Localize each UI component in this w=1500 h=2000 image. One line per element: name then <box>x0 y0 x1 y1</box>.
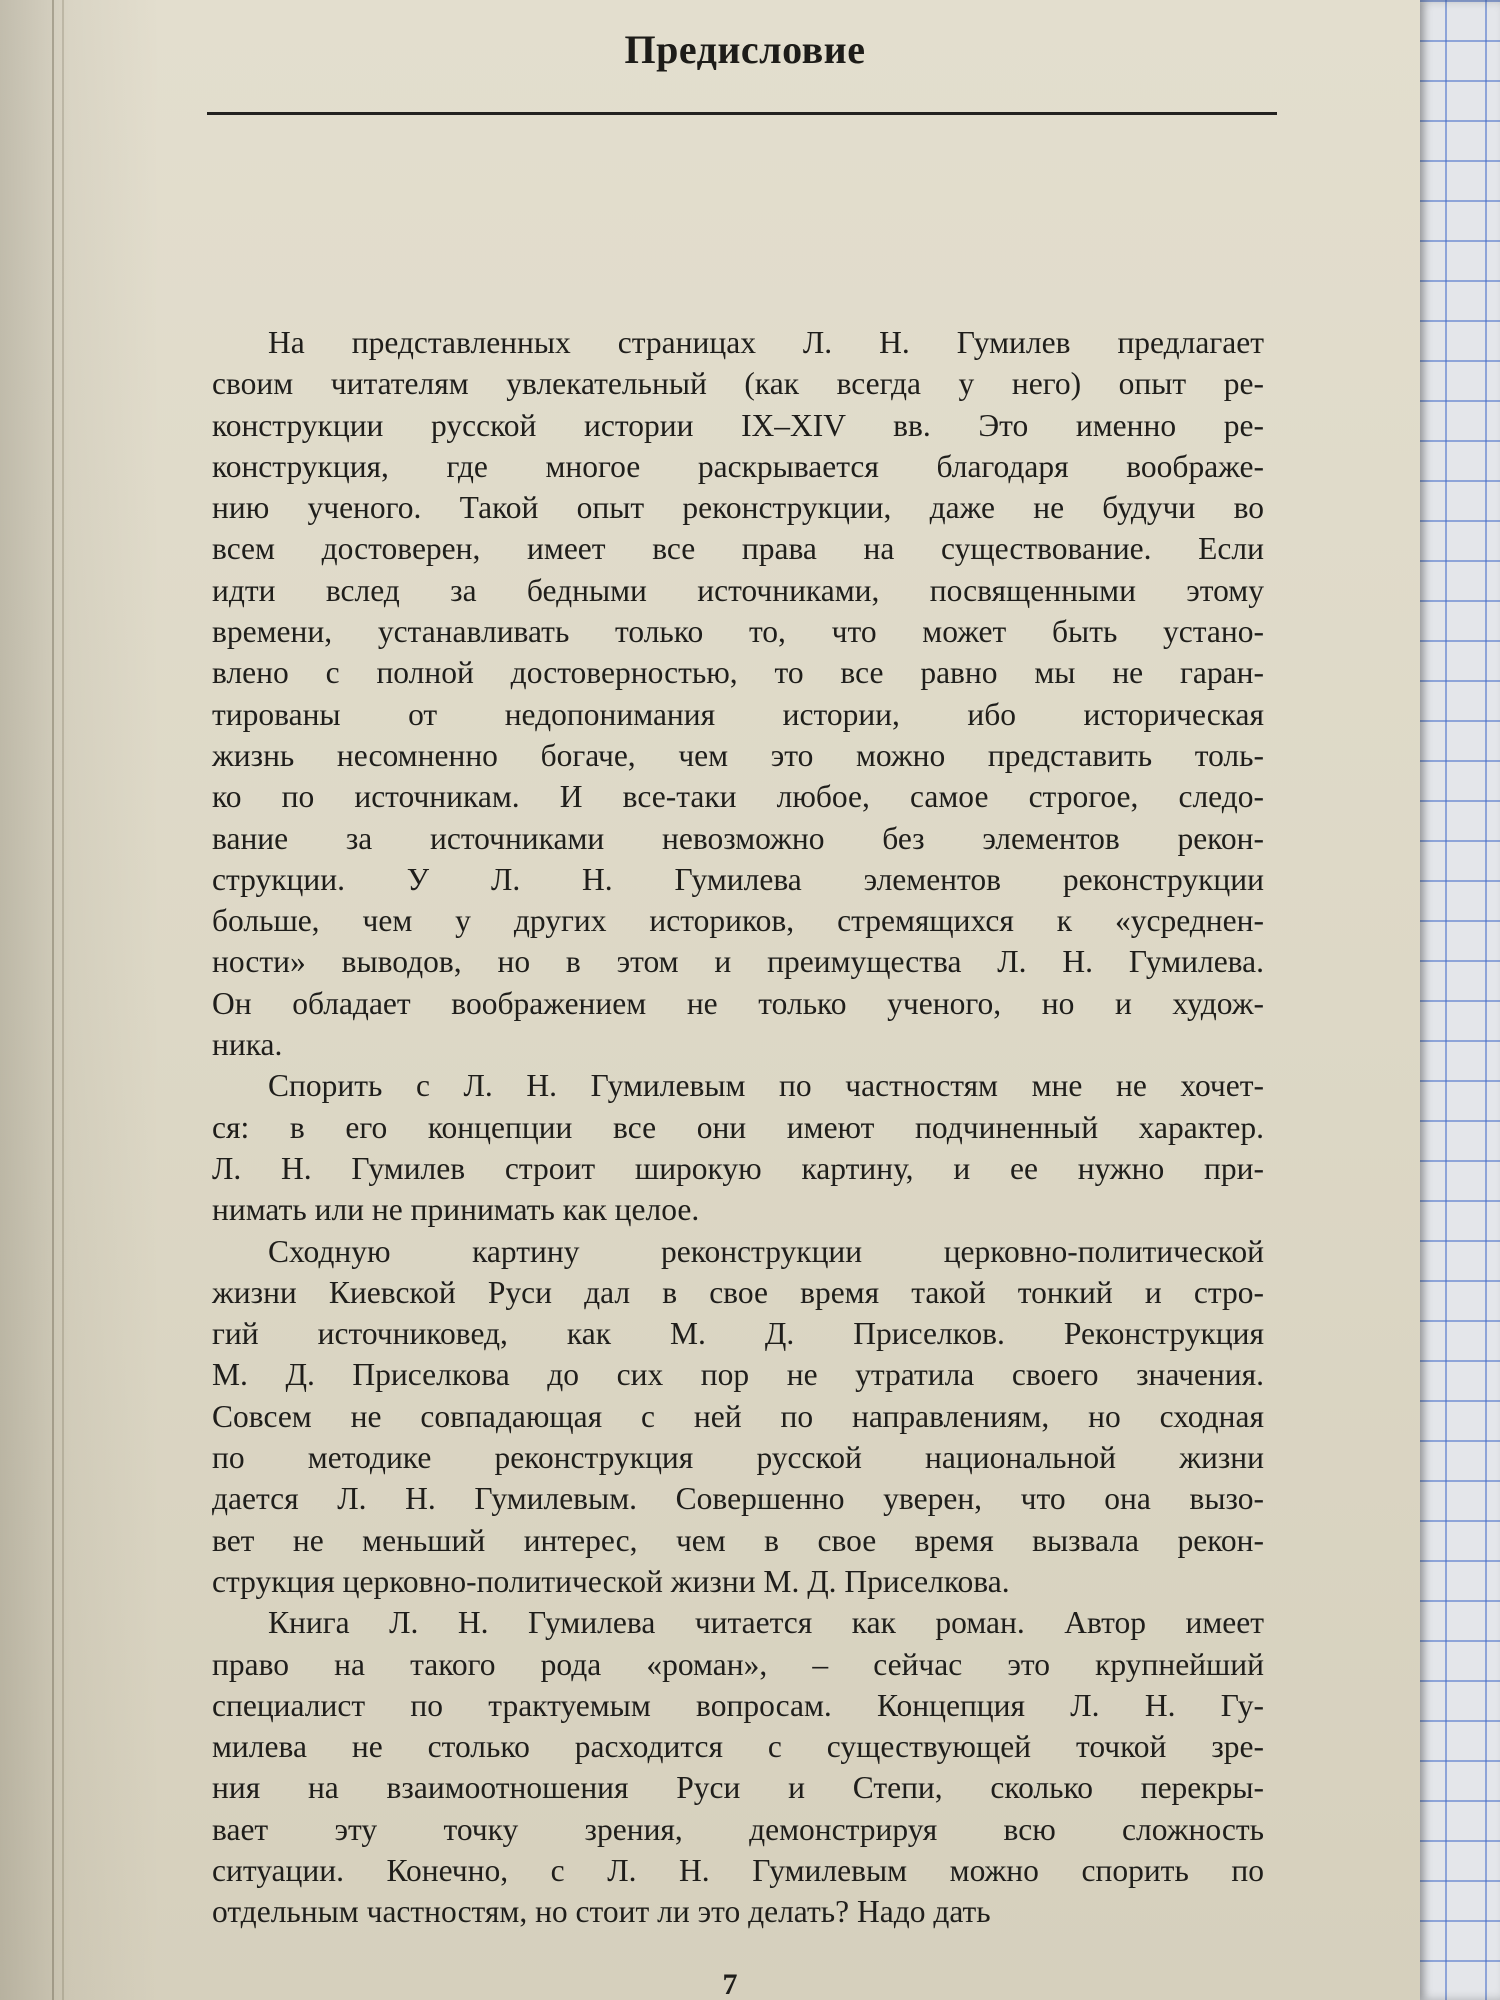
text-line: больше, чем у других историков, стремящихся к «усреднен- <box>212 903 1264 939</box>
text-line: вание за источниками невозможно без элементов рекон- <box>212 820 1264 856</box>
text-line: Книга Л. Н. Гумилева читается как роман. Автор имеет <box>268 1605 1264 1641</box>
text-line: нию ученого. Такой опыт реконструкции, даже не будучи во <box>212 490 1264 526</box>
text-line: Л. Н. Гумилев строит широкую картину, и ее нужно при- <box>212 1150 1264 1186</box>
text-line: своим читателям увлекательный (как всегда у него) опыт ре- <box>212 366 1264 402</box>
text-line: конструкция, где многое раскрывается благодаря воображе- <box>212 448 1264 484</box>
text-line: ситуации. Конечно, с Л. Н. Гумилевым можно спорить по <box>212 1852 1264 1888</box>
text-line: времени, устанавливать только то, что может быть устано- <box>212 614 1264 650</box>
text-line: ся: в его концепции все они имеют подчиненный характер. <box>212 1109 1264 1145</box>
text-line: дается Л. Н. Гумилевым. Совершенно уверен, что она вызо- <box>212 1481 1264 1517</box>
text-line: ника. <box>212 1027 283 1063</box>
text-line: М. Д. Приселкова до сих пор не утратила своего значения. <box>212 1357 1264 1393</box>
text-line: ности» выводов, но в этом и преимущества Л. Н. Гумилева. <box>212 944 1264 980</box>
text-line: специалист по трактуемым вопросам. Концепция Л. Н. Гу- <box>212 1687 1264 1723</box>
paragraph <box>212 322 1264 1065</box>
text-line: Сходную картину реконструкции церковно-политической <box>268 1233 1264 1269</box>
paragraph <box>212 1231 1264 1603</box>
text-line: тированы от недопонимания истории, ибо историческая <box>212 696 1264 732</box>
page-title: Предисловие <box>624 27 866 72</box>
text-line: струкция церковно-политической жизни М. Д. Приселкова. <box>212 1563 1010 1599</box>
text-line: Спорить с Л. Н. Гумилевым по частностям мне не хочет- <box>268 1068 1264 1104</box>
text-line: На представленных страницах Л. Н. Гумилев предлагает <box>268 325 1264 360</box>
text-line: идти вслед за бедными источниками, посвященными этому <box>212 572 1264 608</box>
text-line: Совсем не совпадающая с ней по направлениям, но сходная <box>212 1398 1264 1434</box>
text-line: ния на взаимоотношения Руси и Степи, сколько перекры- <box>212 1770 1264 1806</box>
binding-line <box>52 0 54 2000</box>
paragraph <box>212 1602 1264 1932</box>
text-line: жизнь несомненно богаче, чем это можно представить толь- <box>212 737 1264 773</box>
text-line: вет не меньший интерес, чем в свое время вызвала рекон- <box>212 1522 1264 1558</box>
text-line: конструкции русской истории IX–XIV вв. Это именно ре- <box>212 407 1264 443</box>
text-line: гий источниковед, как М. Д. Приселков. Реконструкция <box>212 1316 1264 1352</box>
text-line: вает эту точку зрения, демонстрируя всю сложность <box>212 1811 1264 1847</box>
text-line: милева не столько расходится с существующей точкой зре- <box>212 1729 1264 1765</box>
paragraph <box>212 1065 1264 1230</box>
text-line: право на такого рода «роман», – сейчас это крупнейший <box>212 1646 1264 1682</box>
page-number: 7 <box>722 1968 738 2000</box>
body-text <box>212 322 1264 1933</box>
text-line: ко по источникам. И все-таки любое, самое строгое, следо- <box>212 779 1264 815</box>
title-rule <box>207 112 1277 115</box>
text-line: жизни Киевской Руси дал в свое время такой тонкий и стро- <box>212 1274 1264 1310</box>
binding-line <box>62 0 64 2000</box>
text-line: всем достоверен, имеет все права на существование. Если <box>212 531 1264 567</box>
text-line: нимать или не принимать как целое. <box>212 1192 700 1228</box>
text-line: Он обладает воображением не только ученого, но и худож- <box>212 985 1264 1021</box>
text-line: отдельным частностям, но стоит ли это делать? Надо дать <box>212 1894 991 1930</box>
text-line: струкции. У Л. Н. Гумилева элементов реконструкции <box>212 861 1264 897</box>
text-line: влено с полной достоверностью, то все равно мы не гаран- <box>212 655 1264 691</box>
text-line: по методике реконструкция русской национальной жизни <box>212 1440 1264 1476</box>
